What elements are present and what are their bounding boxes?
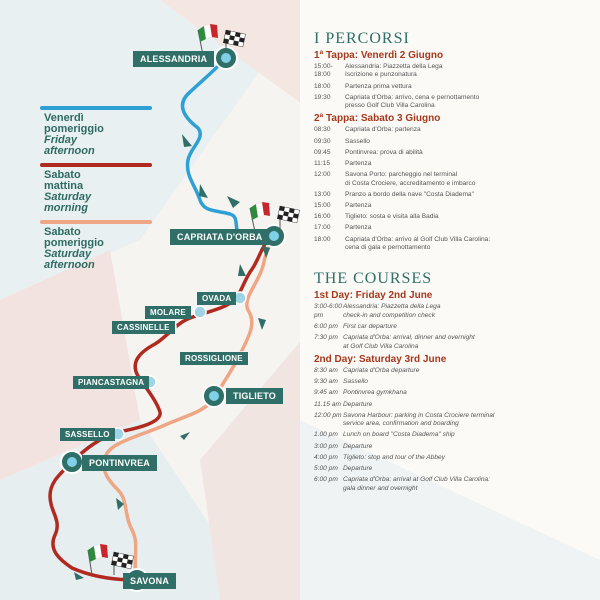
schedule-text: Partenza xyxy=(345,224,372,232)
schedule-row xyxy=(314,465,600,473)
place-label-ovada: OVADA xyxy=(197,292,236,305)
schedule-time: 3:00 pm xyxy=(314,442,338,450)
schedule-time: 18:00 xyxy=(314,82,331,90)
place-label-rossiglione: ROSSIGLIONE xyxy=(180,352,248,365)
schedule-text: Sassello xyxy=(345,137,370,145)
place-label-molare: MOLARE xyxy=(145,306,191,319)
schedule-text: Sassello xyxy=(343,378,368,386)
schedule-time: 3:00-6:00 pm xyxy=(314,303,342,319)
schedule-row xyxy=(314,63,600,80)
schedule-row xyxy=(314,454,600,462)
legend-item-saturday-morning xyxy=(40,163,152,214)
legend-swatch-saturday-morning xyxy=(40,163,152,167)
schedule-row xyxy=(314,224,600,232)
schedule-row xyxy=(314,412,600,429)
legend-label-it: Sabato mattina xyxy=(44,169,84,192)
schedule-time: 13:00 xyxy=(314,190,331,198)
schedule-row xyxy=(314,334,600,351)
schedule-time: 09:45 xyxy=(314,148,331,156)
place-label-capriata: CAPRIATA D'ORBA xyxy=(170,229,269,245)
schedule-text: Savona Harbour: parking in Costa Crociere terminal service area, confirmation and boarding xyxy=(343,411,495,428)
legend-item-friday xyxy=(40,106,152,157)
schedule-row xyxy=(314,378,600,386)
schedule-text: Capriata d'Orba: arrival at Golf Club Villa Carolina: gala dinner and overnight xyxy=(343,476,490,492)
schedule-list xyxy=(310,303,600,351)
legend-label-en: Saturday afternoon xyxy=(44,248,95,271)
place-label-alessandria: ALESSANDRIA xyxy=(133,51,214,67)
schedule-time: 9:45 am xyxy=(314,389,338,397)
place-label-sassello: SASSELLO xyxy=(60,428,115,441)
schedule-row xyxy=(314,236,600,253)
schedule-time: 16:00 xyxy=(314,213,331,221)
schedule-time: 7:30 pm xyxy=(314,334,338,342)
legend-label-it: Sabato pomeriggio xyxy=(44,226,104,249)
schedule-time: 11.15 am xyxy=(314,400,342,408)
schedule-text: Savona Porto: parcheggio nel terminal di Costa Crociere, accreditamento e imbarco xyxy=(345,171,476,187)
schedule-row xyxy=(314,213,600,221)
schedule-time: 19:30 xyxy=(314,93,331,101)
schedule-text: First car departure xyxy=(343,323,397,331)
schedule-text: Pontinvrea gymkhana xyxy=(343,389,407,397)
schedule-text: Departure xyxy=(343,400,373,408)
schedule-row xyxy=(314,303,600,320)
schedule-time: 18:00 xyxy=(314,235,331,243)
schedule-time: 15:00-18:00 xyxy=(314,63,333,79)
day-title: 2ª Tappa: Sabato 3 Giugno xyxy=(314,113,441,125)
italian-flag-icon xyxy=(88,544,108,575)
route-saturday-morning xyxy=(50,236,270,580)
schedule-text: Capriata d'Orba: arrival, dinner and overnight at Golf Club Villa Carolina xyxy=(343,334,475,350)
day-title: 1st Day: Friday 2nd June xyxy=(314,290,433,302)
schedule-row xyxy=(314,83,600,91)
route-legend xyxy=(40,106,152,271)
english-schedule xyxy=(310,270,600,492)
schedule-time: 9:30 am xyxy=(314,378,338,386)
legend-item-saturday-afternoon xyxy=(40,220,152,271)
schedule-time: 5:00 pm xyxy=(314,464,338,472)
schedule-row xyxy=(314,191,600,199)
schedule-text: Capriata d'Orba departure xyxy=(343,366,420,374)
schedule-row xyxy=(314,126,600,134)
schedule-text: Alessandria: Piazzetta della Lega Iscrizione e punzonatura xyxy=(345,63,443,79)
schedule-row xyxy=(314,94,600,111)
italian-schedule xyxy=(310,30,600,252)
schedule-list xyxy=(310,63,600,111)
schedule-row xyxy=(314,389,600,397)
schedule-row xyxy=(314,431,600,439)
schedule-time: 11:15 xyxy=(314,160,331,168)
schedule-text: Capriata d'Orba: partenza xyxy=(345,126,421,134)
legend-swatch-friday xyxy=(40,106,152,110)
legend-label-it: Venerdì pomeriggio xyxy=(44,112,104,135)
schedule-text: Partenza xyxy=(345,202,372,210)
schedule-row xyxy=(314,323,600,331)
schedule-list xyxy=(310,367,600,493)
schedule-row xyxy=(314,202,600,210)
schedule-text: Tiglieto: stop and tour of the Abbey xyxy=(343,453,445,461)
legend-label-en: Saturday morning xyxy=(44,191,92,214)
schedule-row xyxy=(314,401,600,409)
place-label-cassinelle: CASSINELLE xyxy=(112,321,175,334)
legend-label-en: Friday afternoon xyxy=(44,134,95,157)
schedule-text: Pontinvrea: prova di abilità xyxy=(345,148,423,156)
schedule-time: 6:00 pm xyxy=(314,323,338,331)
schedule-time: 09:30 xyxy=(314,137,331,145)
schedule-row xyxy=(314,149,600,157)
schedule-time: 12:00 xyxy=(314,171,331,179)
schedule-time: 1.00 pm xyxy=(314,431,338,439)
section-title-it: I PERCORSI xyxy=(314,30,410,47)
schedule-time: 8:30 am xyxy=(314,366,338,374)
schedule-text: Pranzo a bordo della nave "Costa Diadema" xyxy=(345,190,474,198)
schedule-text: Tiglieto: sosta e visita alla Badia xyxy=(345,213,439,221)
place-label-tiglieto: TIGLIETO xyxy=(226,388,283,404)
schedule-text: Capriata d'Orba: arrivo al Golf Club Villa Carolina: cena di gala e pernottamento xyxy=(345,235,491,252)
schedule-time: 15:00 xyxy=(314,202,331,210)
schedule-text: Partenza xyxy=(345,160,372,168)
place-label-pontinvrea: PONTINVREA xyxy=(82,455,157,471)
schedule-time: 17:00 xyxy=(314,224,331,232)
schedule-text: Lunch on board "Costa Diadema" ship xyxy=(343,431,455,439)
route-saturday-afternoon xyxy=(104,236,274,580)
schedule-text: Departure xyxy=(343,442,373,450)
schedule-row xyxy=(314,171,600,188)
schedule-list xyxy=(310,126,600,252)
schedule-time: 12:00 pm xyxy=(314,411,342,419)
schedule-row xyxy=(314,367,600,375)
schedule-time: 08:30 xyxy=(314,126,331,134)
schedule-time: 6:00 pm xyxy=(314,476,338,484)
legend-swatch-saturday-afternoon xyxy=(40,220,152,224)
schedule-time: 4:00 pm xyxy=(314,453,338,461)
schedule-row xyxy=(314,476,600,493)
schedule-text: Partenza prima vettura xyxy=(345,82,412,90)
place-label-savona: SAVONA xyxy=(123,573,176,589)
schedule-panel xyxy=(310,30,600,496)
day-title: 1ª Tappa: Venerdì 2 Giugno xyxy=(314,50,444,61)
schedule-row xyxy=(314,443,600,451)
schedule-text: Alessandria: Piazzetta della Lega check-in and competition check xyxy=(343,303,441,319)
place-label-piancastagna: PIANCASTAGNA xyxy=(73,376,149,389)
section-title-en: THE COURSES xyxy=(314,270,433,288)
schedule-text: Departure xyxy=(343,464,373,472)
day-title: 2nd Day: Saturday 3rd June xyxy=(314,353,447,365)
schedule-text: Capriata d'Orba: arrivo, cena e pernottamento presso Golf Club Villa Carolina xyxy=(345,93,480,110)
schedule-row xyxy=(314,160,600,168)
schedule-row xyxy=(314,138,600,146)
